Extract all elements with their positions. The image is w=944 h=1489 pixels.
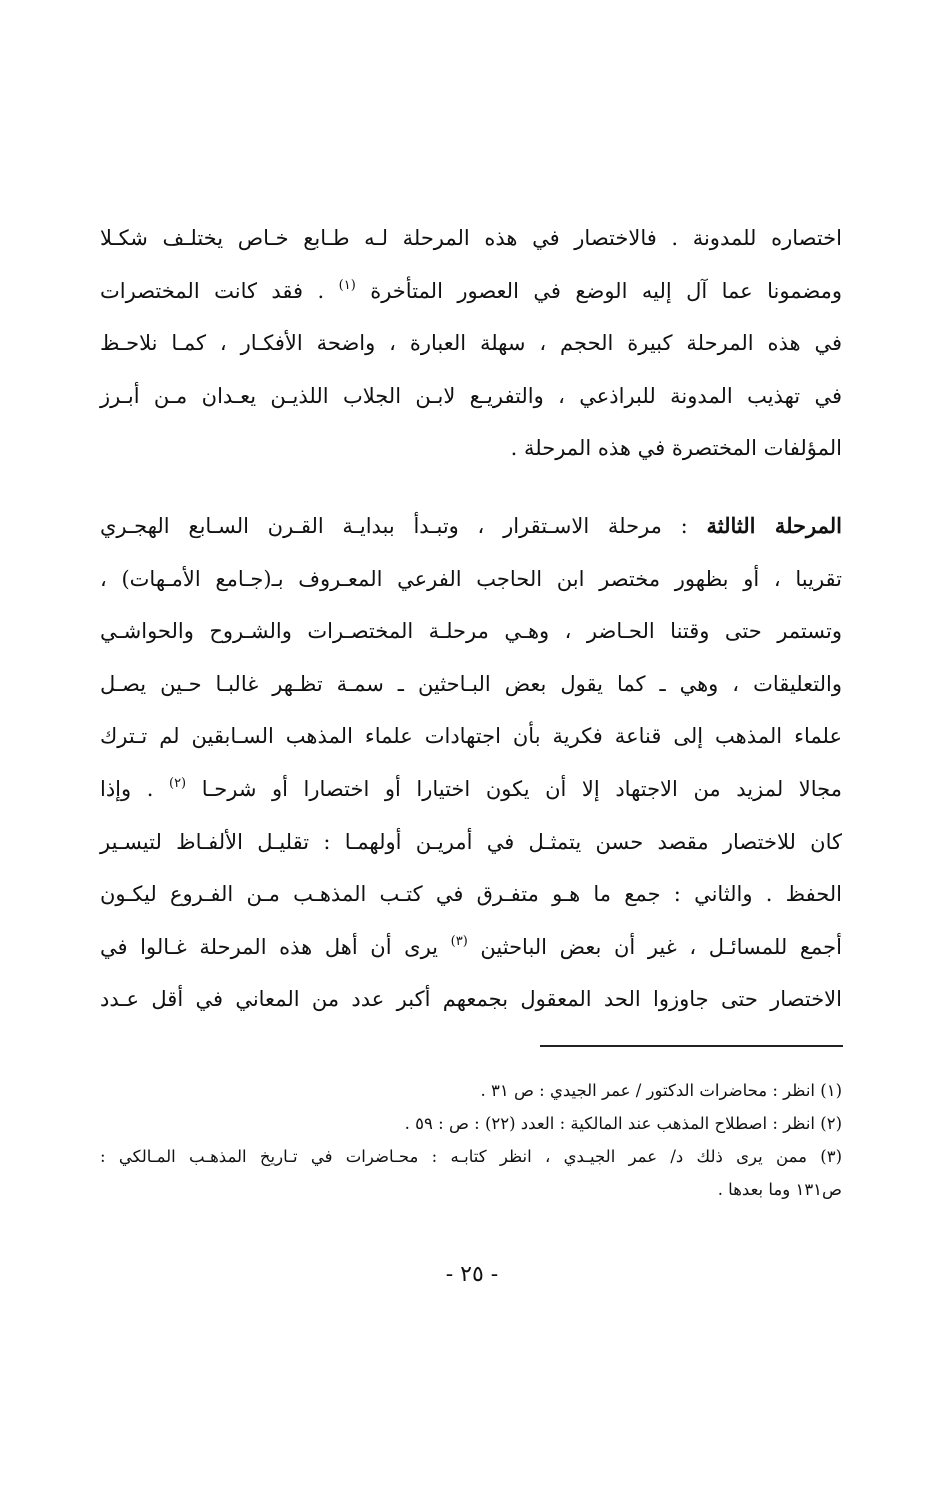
paragraph-line: الحفظ . والثاني : جمع ما هـو متفـرق في كتـب المذهـب مـن الفـروع ليكـون bbox=[100, 882, 842, 907]
paragraph-line: في هذه المرحلة كبيرة الحجم ، سهلة العبارة ، واضحة الأفكـار ، كمـا نلاحـظ bbox=[100, 331, 842, 356]
paragraph-line: المؤلفات المختصرة في هذه المرحلة . bbox=[510, 436, 842, 461]
paragraph-line: علماء المذهب إلى قناعة فكرية بأن اجتهادات علماء المذهب السـابقين لم تـترك bbox=[100, 724, 842, 749]
paragraph-1 bbox=[100, 212, 842, 475]
line-text: مجالا لمزيد من الاجتهاد إلا أن يكون اختيارا أو اختصارا أو شرحـا bbox=[201, 776, 842, 801]
paragraph-line: وتستمر حتى وقتنا الحـاضر ، وهـي مرحلـة المختصـرات والشـروح والحواشـي bbox=[100, 619, 842, 644]
paragraph-line bbox=[100, 500, 842, 553]
paragraph-line: تقريبا ، أو بظهور مختصر ابن الحاجب الفرعي المعـروف بـ(جـامع الأمـهات) ، bbox=[100, 566, 842, 591]
footnote-ref-2: (٢) bbox=[168, 775, 187, 791]
paragraph-line: والتعليقات ، وهي ـ كما يقول بعض البـاحثين ـ سمـة تظـهر غالبـا حـين يصـل bbox=[100, 671, 842, 696]
paragraph-line: في تهذيب المدونة للبراذعي ، والتفريـع لابـن الجلاب اللذيـن يعـدان مـن أبـرز bbox=[100, 383, 842, 408]
paragraph-line bbox=[100, 763, 842, 816]
line-text: . وإذا bbox=[100, 776, 169, 801]
paragraph-line bbox=[100, 265, 842, 318]
footnote-2: (٢) انظر : اصطلاح المذهب عند المالكية : العدد (٢٢) : ص : ٥٩ . bbox=[404, 1114, 842, 1133]
line-text: يرى أن أهل هذه المرحلة غـالوا في bbox=[100, 934, 451, 959]
footnotes bbox=[100, 1074, 842, 1206]
section-heading: المرحلة الثالثة bbox=[706, 513, 842, 538]
line-text: : مرحلة الاسـتقرار ، وتبـدأ ببدايـة القـرن السـابع الهجـري bbox=[100, 514, 707, 538]
paragraph-line: الاختصار حتى جاوزوا الحد المعقول بجمعهم أكبر عدد من المعاني في أقل عـدد bbox=[100, 987, 842, 1012]
footnote-3-continuation: ص١٣١ وما بعدها . bbox=[717, 1180, 842, 1199]
line-text: . فقد كانت المختصرات bbox=[100, 278, 339, 303]
paragraph-line: اختصاره للمدونة . فالاختصار في هذه المرحلة لـه طـابع خـاص يختلـف شكـلا bbox=[100, 226, 842, 250]
line-text: ومضمونا عما آل إليه الوضع في العصور المتأخرة bbox=[370, 278, 842, 303]
footnote-ref-3: (٣) bbox=[450, 933, 468, 949]
footnote-1: (١) انظر : محاضرات الدكتور / عمر الجيدي : ص ٣١ . bbox=[480, 1081, 842, 1100]
line-text: أجمع للمسائـل ، غير أن بعض الباحثين bbox=[480, 934, 842, 959]
footnote-3: (٣) ممن يرى ذلك د/ عمر الجيـدي ، انظر كتابـه : محـاضرات في تـاريخ المذهـب المـالكي : bbox=[100, 1147, 842, 1166]
page-number: - ٢٥ - bbox=[445, 1262, 499, 1287]
paragraph-line bbox=[100, 921, 842, 974]
paragraph-2 bbox=[100, 500, 842, 1026]
paragraph-line: كان للاختصار مقصد حسن يتمثـل في أمريـن أولهمـا : تقليـل الألفـاظ لتيسـير bbox=[100, 829, 842, 854]
footnote-ref-1: (١) bbox=[338, 277, 356, 293]
footnote-separator bbox=[540, 1045, 843, 1047]
